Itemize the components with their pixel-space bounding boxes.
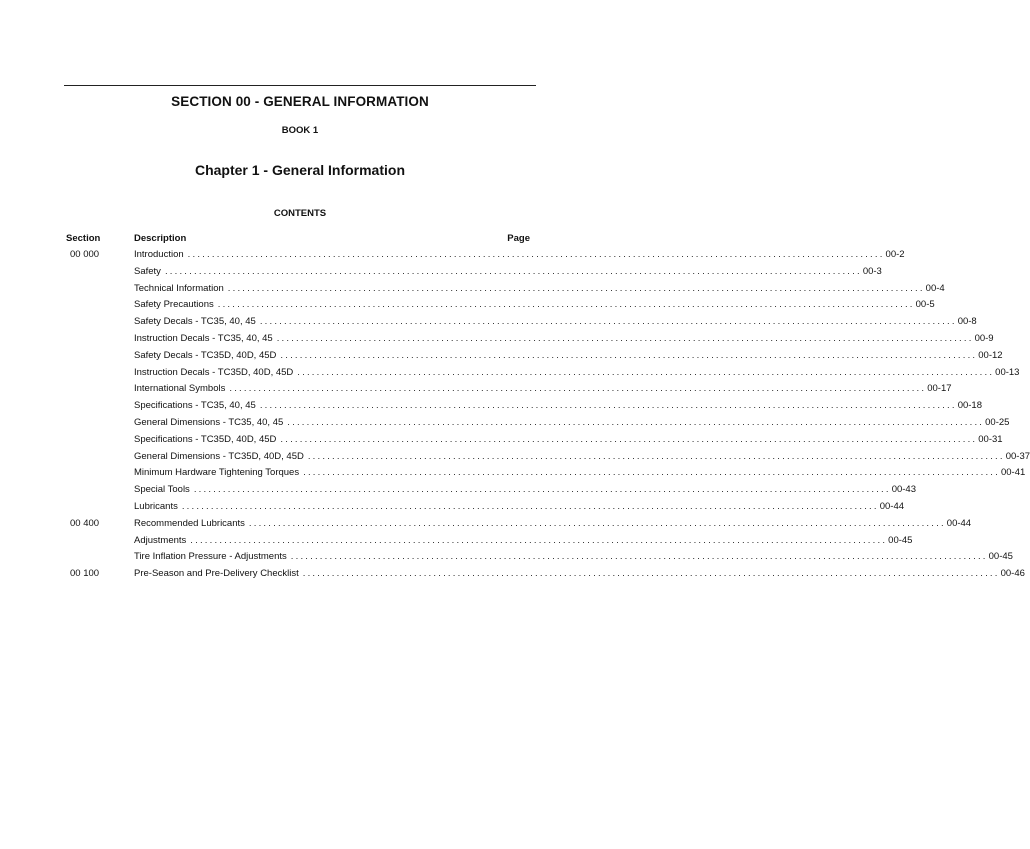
dot-leader: ................................................................................................................................................ bbox=[297, 366, 995, 378]
toc-entry-line bbox=[134, 533, 913, 550]
dot-leader: ................................................................................................................................................ bbox=[276, 332, 974, 344]
toc-entry-line bbox=[134, 482, 916, 499]
toc-entry-page: 00-12 bbox=[978, 349, 1003, 361]
toc-entry-description: Safety bbox=[134, 265, 161, 277]
toc-entry bbox=[66, 381, 952, 398]
toc-entry-line bbox=[134, 398, 982, 415]
toc-entry-line bbox=[134, 247, 905, 264]
dot-leader: ................................................................................................................................................ bbox=[259, 316, 957, 328]
toc-entry-description: Tire Inflation Pressure - Adjustments bbox=[134, 551, 287, 563]
toc-entry bbox=[66, 432, 1003, 449]
dot-leader: ................................................................................................................................................ bbox=[287, 416, 985, 428]
dot-leader: ................................................................................................................................................ bbox=[302, 568, 1000, 580]
toc-entry-description: Minimum Hardware Tightening Torques bbox=[134, 467, 300, 479]
toc-entry-description: Specifications - TC35, 40, 45 bbox=[134, 400, 256, 412]
toc-entry bbox=[66, 482, 916, 499]
toc-entry-description: Pre-Season and Pre-Delivery Checklist bbox=[134, 568, 299, 580]
toc-entry-page: 00-44 bbox=[879, 500, 905, 512]
dot-leader: ................................................................................................................................................ bbox=[303, 467, 1000, 479]
toc-entry bbox=[66, 247, 905, 264]
dot-leader: ................................................................................................................................................ bbox=[217, 299, 915, 311]
toc-entry-page: 00-2 bbox=[885, 249, 905, 260]
toc-entry bbox=[66, 348, 1003, 365]
toc-entry-section: 00 000 bbox=[70, 249, 100, 260]
toc-entry bbox=[66, 516, 972, 533]
toc-entry-page: 00-5 bbox=[915, 299, 935, 311]
toc-header-row bbox=[66, 233, 530, 247]
toc-entry-page: 00-4 bbox=[925, 282, 945, 294]
header-description: Description bbox=[134, 233, 187, 244]
toc-entry-page: 00-31 bbox=[978, 433, 1003, 445]
toc-entry-line bbox=[134, 365, 1020, 382]
toc-entry-page: 00-41 bbox=[1000, 467, 1026, 479]
dot-leader: ................................................................................................................................................ bbox=[280, 433, 978, 445]
dot-leader: ................................................................................................................................................ bbox=[181, 500, 879, 512]
toc-entry bbox=[66, 314, 977, 331]
toc-entry bbox=[66, 465, 1026, 482]
toc-entry-description: International Symbols bbox=[134, 383, 226, 395]
toc-entry bbox=[66, 281, 945, 298]
toc-entry-description: General Dimensions - TC35D, 40D, 45D bbox=[134, 450, 304, 462]
toc-entry bbox=[66, 415, 1010, 432]
header-page: Page bbox=[507, 233, 530, 244]
toc-entry-line bbox=[134, 415, 1010, 432]
toc-entry-page: 00-46 bbox=[1000, 568, 1025, 580]
toc-entry bbox=[66, 365, 1020, 382]
toc-entry bbox=[66, 449, 1030, 466]
toc-entry-page: 00-8 bbox=[957, 316, 977, 328]
toc-entry-line bbox=[134, 516, 972, 533]
toc-entry-page: 00-25 bbox=[985, 416, 1010, 428]
chapter-title: Chapter 1 - General Information bbox=[194, 162, 406, 178]
toc-entry-description: Safety Decals - TC35, 40, 45 bbox=[134, 316, 256, 328]
toc-entry-page: 00-43 bbox=[891, 484, 916, 496]
toc-entry-description: General Dimensions - TC35, 40, 45 bbox=[134, 416, 284, 428]
dot-leader: ................................................................................................................................................ bbox=[193, 484, 891, 496]
toc-entry-section: 00 100 bbox=[70, 568, 100, 580]
toc-entry-description: Instruction Decals - TC35D, 40D, 45D bbox=[134, 366, 294, 378]
toc-entry bbox=[66, 549, 1013, 566]
dot-leader: ................................................................................................................................................ bbox=[227, 282, 925, 294]
toc-entry-page: 00-17 bbox=[927, 383, 952, 395]
toc-entry bbox=[66, 566, 1025, 583]
book-label: BOOK 1 bbox=[281, 125, 319, 136]
toc-entry-description: Technical Information bbox=[134, 282, 224, 294]
toc-entry-description: Lubricants bbox=[134, 500, 178, 512]
toc-entry-line bbox=[134, 566, 1025, 583]
top-rule bbox=[64, 85, 536, 86]
dot-leader: ................................................................................................................................................ bbox=[164, 265, 862, 277]
toc-entry bbox=[66, 264, 882, 281]
toc-list bbox=[66, 247, 1030, 583]
dot-leader: ................................................................................................................................................ bbox=[280, 349, 978, 361]
toc-entry-line bbox=[134, 432, 1003, 449]
dot-leader: ................................................................................................................................................ bbox=[307, 450, 1005, 462]
toc-entry-description: Instruction Decals - TC35, 40, 45 bbox=[134, 332, 273, 344]
toc-entry-page: 00-9 bbox=[974, 332, 994, 344]
toc-entry-description: Safety Decals - TC35D, 40D, 45D bbox=[134, 349, 277, 361]
toc-entry-description: Safety Precautions bbox=[134, 299, 214, 311]
toc-entry-line bbox=[134, 549, 1013, 566]
toc-entry bbox=[66, 331, 994, 348]
dot-leader: ................................................................................................................................................ bbox=[187, 249, 885, 260]
toc-entry-page: 00-45 bbox=[888, 534, 913, 546]
toc-entry-description: Recommended Lubricants bbox=[134, 517, 245, 529]
dot-leader: ................................................................................................................................................ bbox=[259, 400, 957, 412]
dot-leader: ................................................................................................................................................ bbox=[290, 551, 988, 563]
toc-entry bbox=[66, 499, 905, 516]
toc-entry-page: 00-13 bbox=[995, 366, 1020, 378]
toc-entry-page: 00-45 bbox=[988, 551, 1013, 563]
toc-entry-line bbox=[134, 465, 1026, 482]
toc-entry-description: Specifications - TC35D, 40D, 45D bbox=[134, 433, 277, 445]
dot-leader: ................................................................................................................................................ bbox=[248, 517, 946, 529]
toc-entry-description: Special Tools bbox=[134, 484, 190, 496]
toc-entry bbox=[66, 297, 935, 314]
toc-entry-line bbox=[134, 331, 994, 348]
toc-entry bbox=[66, 398, 982, 415]
toc-entry-line bbox=[134, 449, 1030, 466]
dot-leader: ................................................................................................................................................ bbox=[229, 383, 927, 395]
toc-entry-page: 00-37 bbox=[1005, 450, 1030, 462]
toc-entry bbox=[66, 533, 913, 550]
toc-entry-page: 00-18 bbox=[957, 400, 982, 412]
contents-heading: CONTENTS bbox=[273, 208, 327, 219]
toc-entry-description: Adjustments bbox=[134, 534, 187, 546]
toc-entry-line bbox=[134, 314, 977, 331]
toc-entry-line bbox=[134, 348, 1003, 365]
toc-entry-description: Introduction bbox=[134, 249, 184, 260]
header-section: Section bbox=[66, 233, 101, 244]
toc-entry-line bbox=[134, 499, 905, 516]
toc-entry-line bbox=[134, 264, 882, 281]
toc-entry-section: 00 400 bbox=[70, 517, 100, 529]
toc-entry-page: 00-3 bbox=[862, 265, 882, 277]
toc-entry-page: 00-44 bbox=[946, 517, 972, 529]
toc-entry-line bbox=[134, 281, 945, 298]
dot-leader: ................................................................................................................................................ bbox=[190, 534, 888, 546]
toc-entry-line bbox=[134, 297, 935, 314]
toc-entry-line bbox=[134, 381, 952, 398]
section-title: SECTION 00 - GENERAL INFORMATION bbox=[171, 94, 429, 109]
